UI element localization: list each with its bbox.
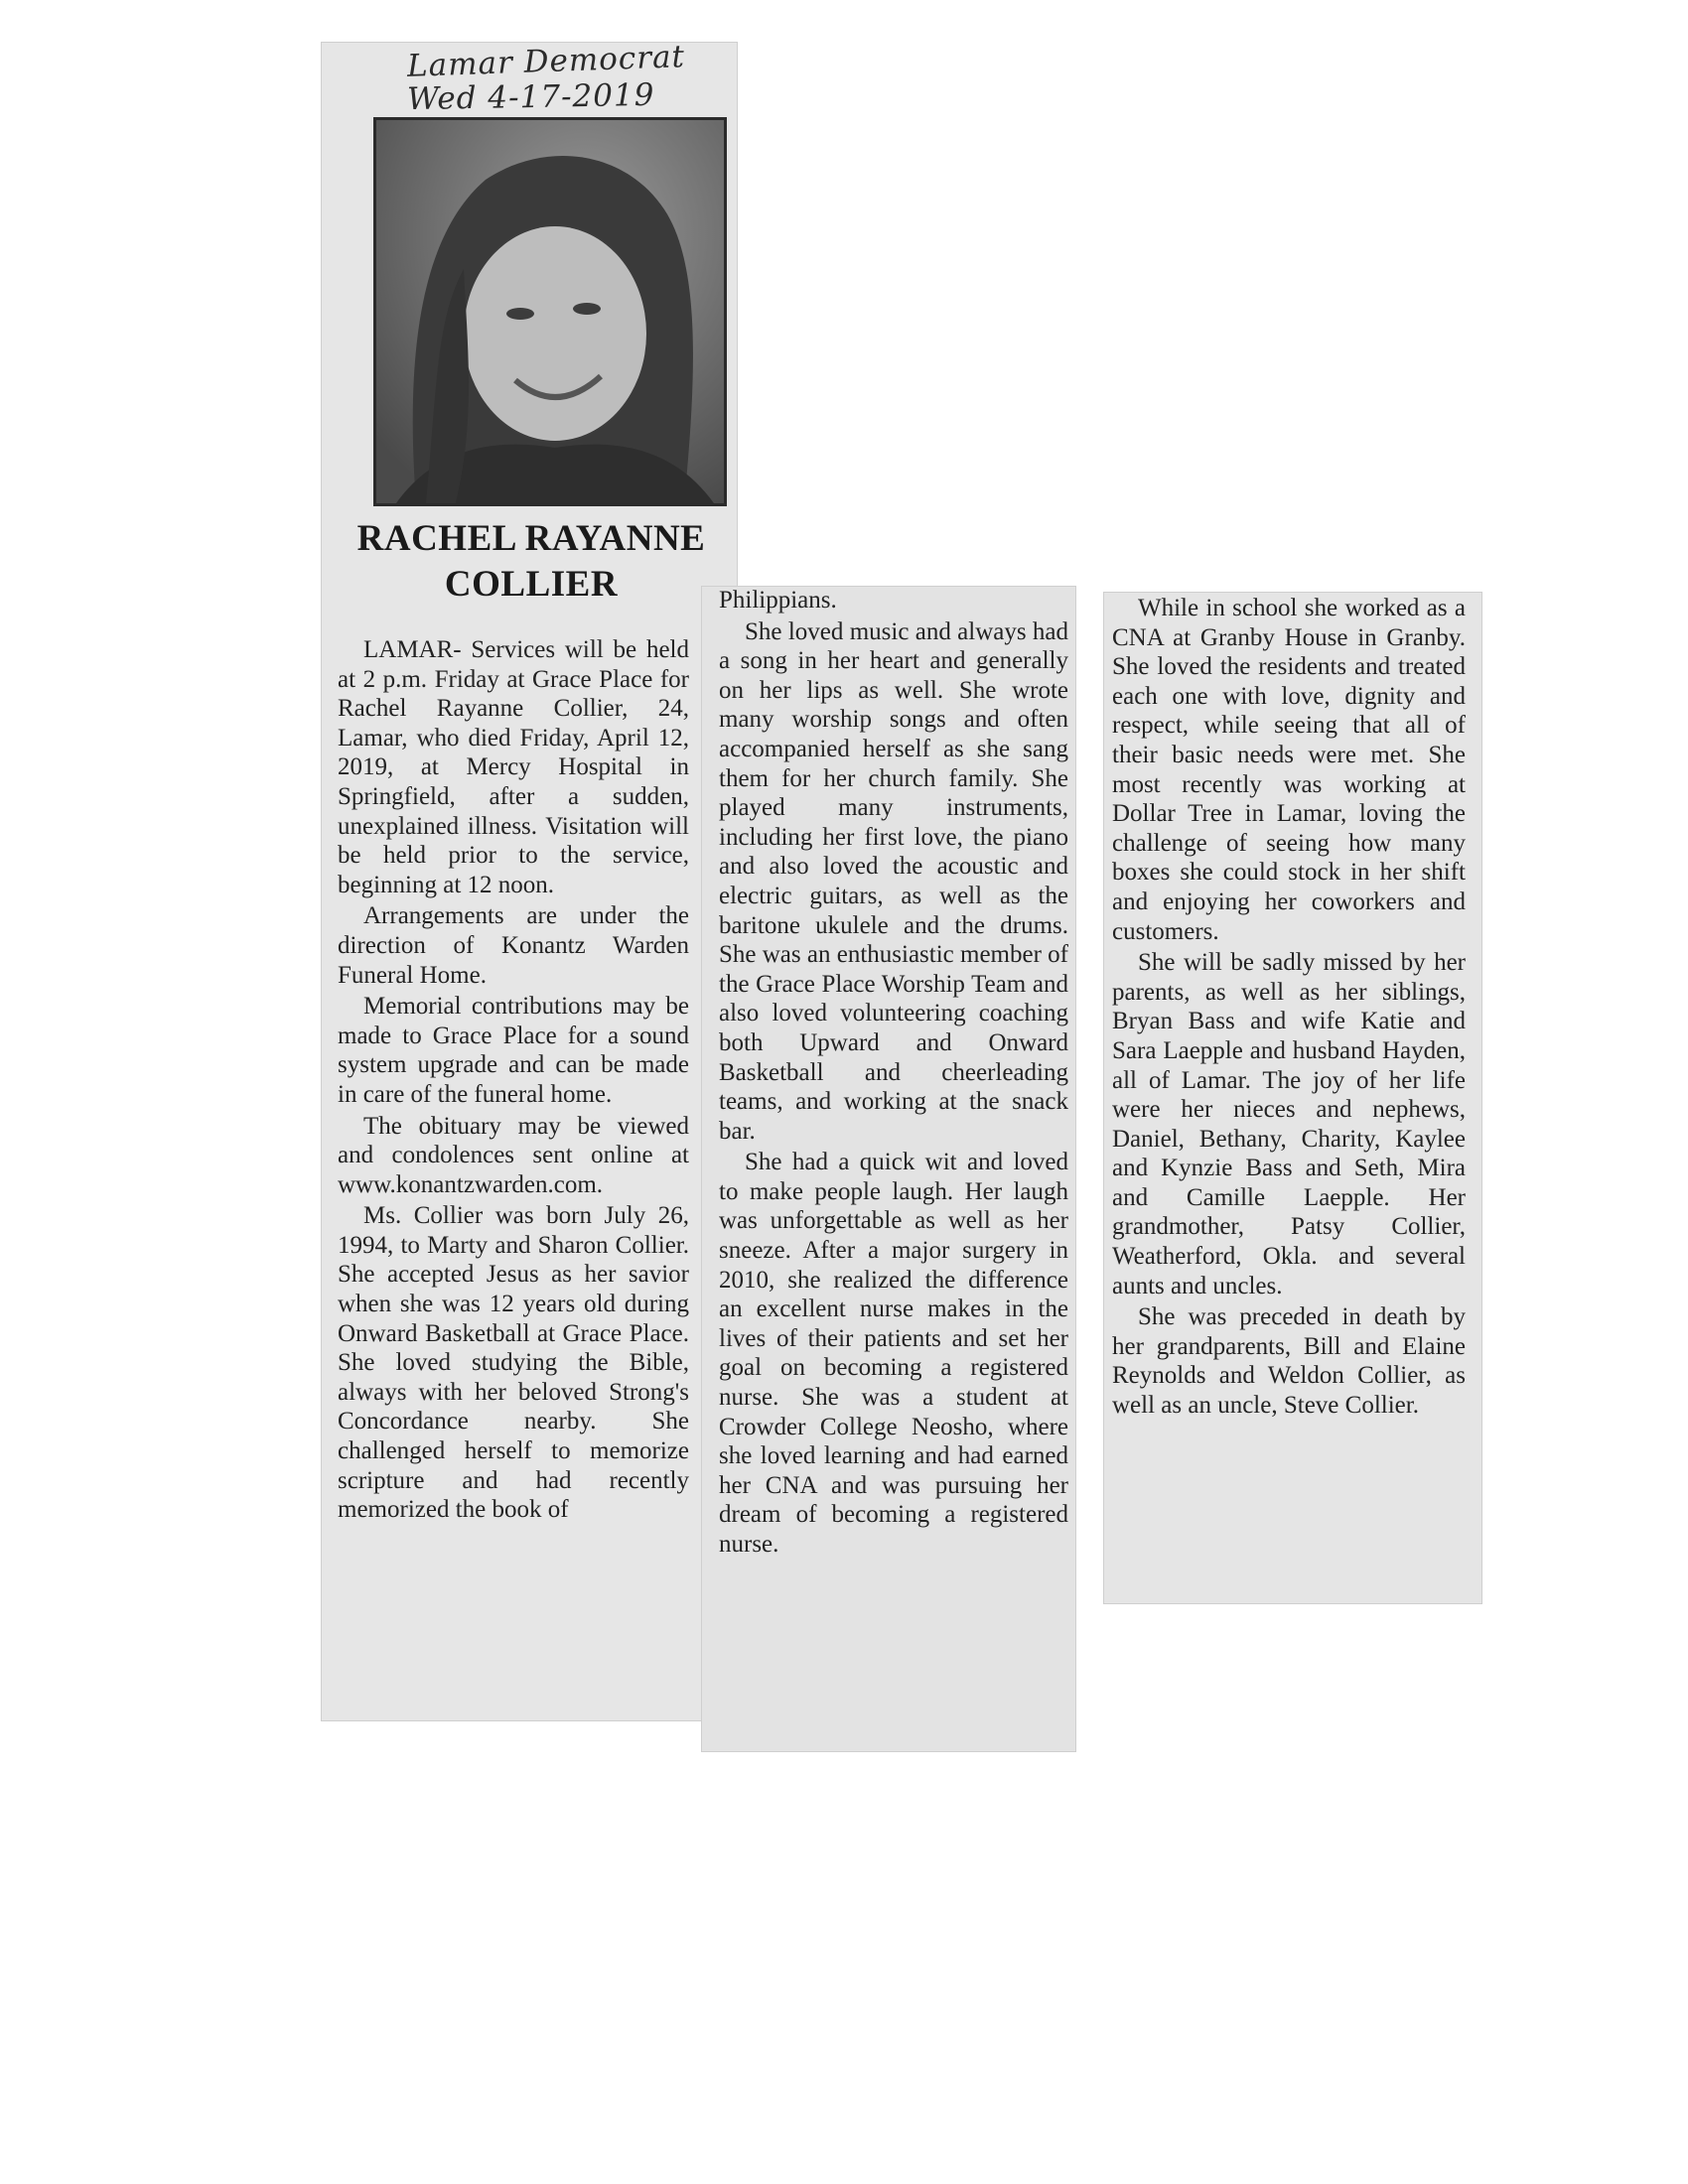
- handwritten-date: Wed 4-17-2019: [406, 76, 655, 118]
- paragraph-continuation: Philippians.: [719, 587, 837, 614]
- headline-surname: COLLIER: [444, 564, 619, 605]
- obituary-column-1: [338, 635, 689, 1527]
- handwritten-source: Lamar Democrat: [406, 39, 686, 84]
- paragraph-music: She loved music and always had a song in her heart and generally on her lips as well. She wrote many worship songs and often accompanied herself as she sang them for her church family. She played many instruments, including her first love, the piano and also loved the acoustic and electric guitars, as well as the baritone ukulele and the drums. She was an enthusiastic member of the Grace Place Worship Team and also loved volunteering coaching both Upward and Onward Basketball and cheerleading teams, and working at the snack bar.: [719, 617, 1068, 1145]
- paragraph-preceded: She was preceded in death by her grandparents, Bill and Elaine Reynolds and Weldon Collier, as well as an uncle, Steve Collier.: [1112, 1303, 1466, 1420]
- paragraph-nursing: She had a quick wit and loved to make people laugh. Her laugh was unforgettable as well as her sneeze. After a major surgery in 2010, she realized the difference an excellent nurse makes in the lives of their patients and set her goal on becoming a registered nurse. She was a student at Crowder College Neosho, where she loved learning and had earned her CNA and was pursuing her dream of becoming a registered nurse.: [719, 1149, 1068, 1558]
- paragraph-biography: Ms. Collier was born July 26, 1994, to Marty and Sharon Collier. She accepted Jesus as her savior when she was 12 years old during Onward Basketball at Grace Place. She loved studying the Bible, always with her beloved Strong's Concordance nearby. She challenged herself to memorize scripture and had recently memorized the book of: [338, 1202, 689, 1524]
- paragraph-arrangements: Arrangements are under the direction of Konantz Warden Funeral Home.: [338, 902, 689, 989]
- obituary-headline: [328, 516, 735, 608]
- paragraph-survivors: She will be sadly missed by her parents, as well as her siblings, Bryan Bass and wife Katie and Sara Laepple and husband Hayden, all of Lamar. The joy of her life were her nieces and nephews, Daniel, Bethany, Charity, Kaylee and Kynzie Bass and Seth, Mira and Camille Laepple. Her grandmother, Patsy Collier, Weatherford, Okla. and several aunts and uncles.: [1112, 949, 1466, 1299]
- portrait-photo-icon: [373, 117, 727, 506]
- paragraph-services: LAMAR- Services will be held at 2 p.m. Friday at Grace Place for Rachel Rayanne Collier, 24, Lamar, who died Friday, April 12, 2019, at Mercy Hospital in Springfield, after a sudden, unexplained illness. Visitation will be held prior to the service, beginning at 12 noon.: [338, 636, 689, 898]
- paragraph-online: The obituary may be viewed and condolences sent online at www.konantzwarden.com.: [338, 1112, 689, 1198]
- obituary-column-2: [719, 586, 1068, 1562]
- paragraph-work: While in school she worked as a CNA at Granby House in Granby. She loved the residents and treated each one with love, dignity and respect, while seeing that all of their basic needs were met. She most recently was working at Dollar Tree in Lamar, loving the challenge of seeing how many boxes she could stock in her shift and enjoying her coworkers and customers.: [1112, 595, 1466, 945]
- paragraph-memorial: Memorial contributions may be made to Grace Place for a sound system upgrade and can be made in care of the funeral home.: [338, 993, 689, 1108]
- headline-name: RACHEL RAYANNE: [356, 518, 706, 559]
- obituary-column-3: [1112, 594, 1466, 1423]
